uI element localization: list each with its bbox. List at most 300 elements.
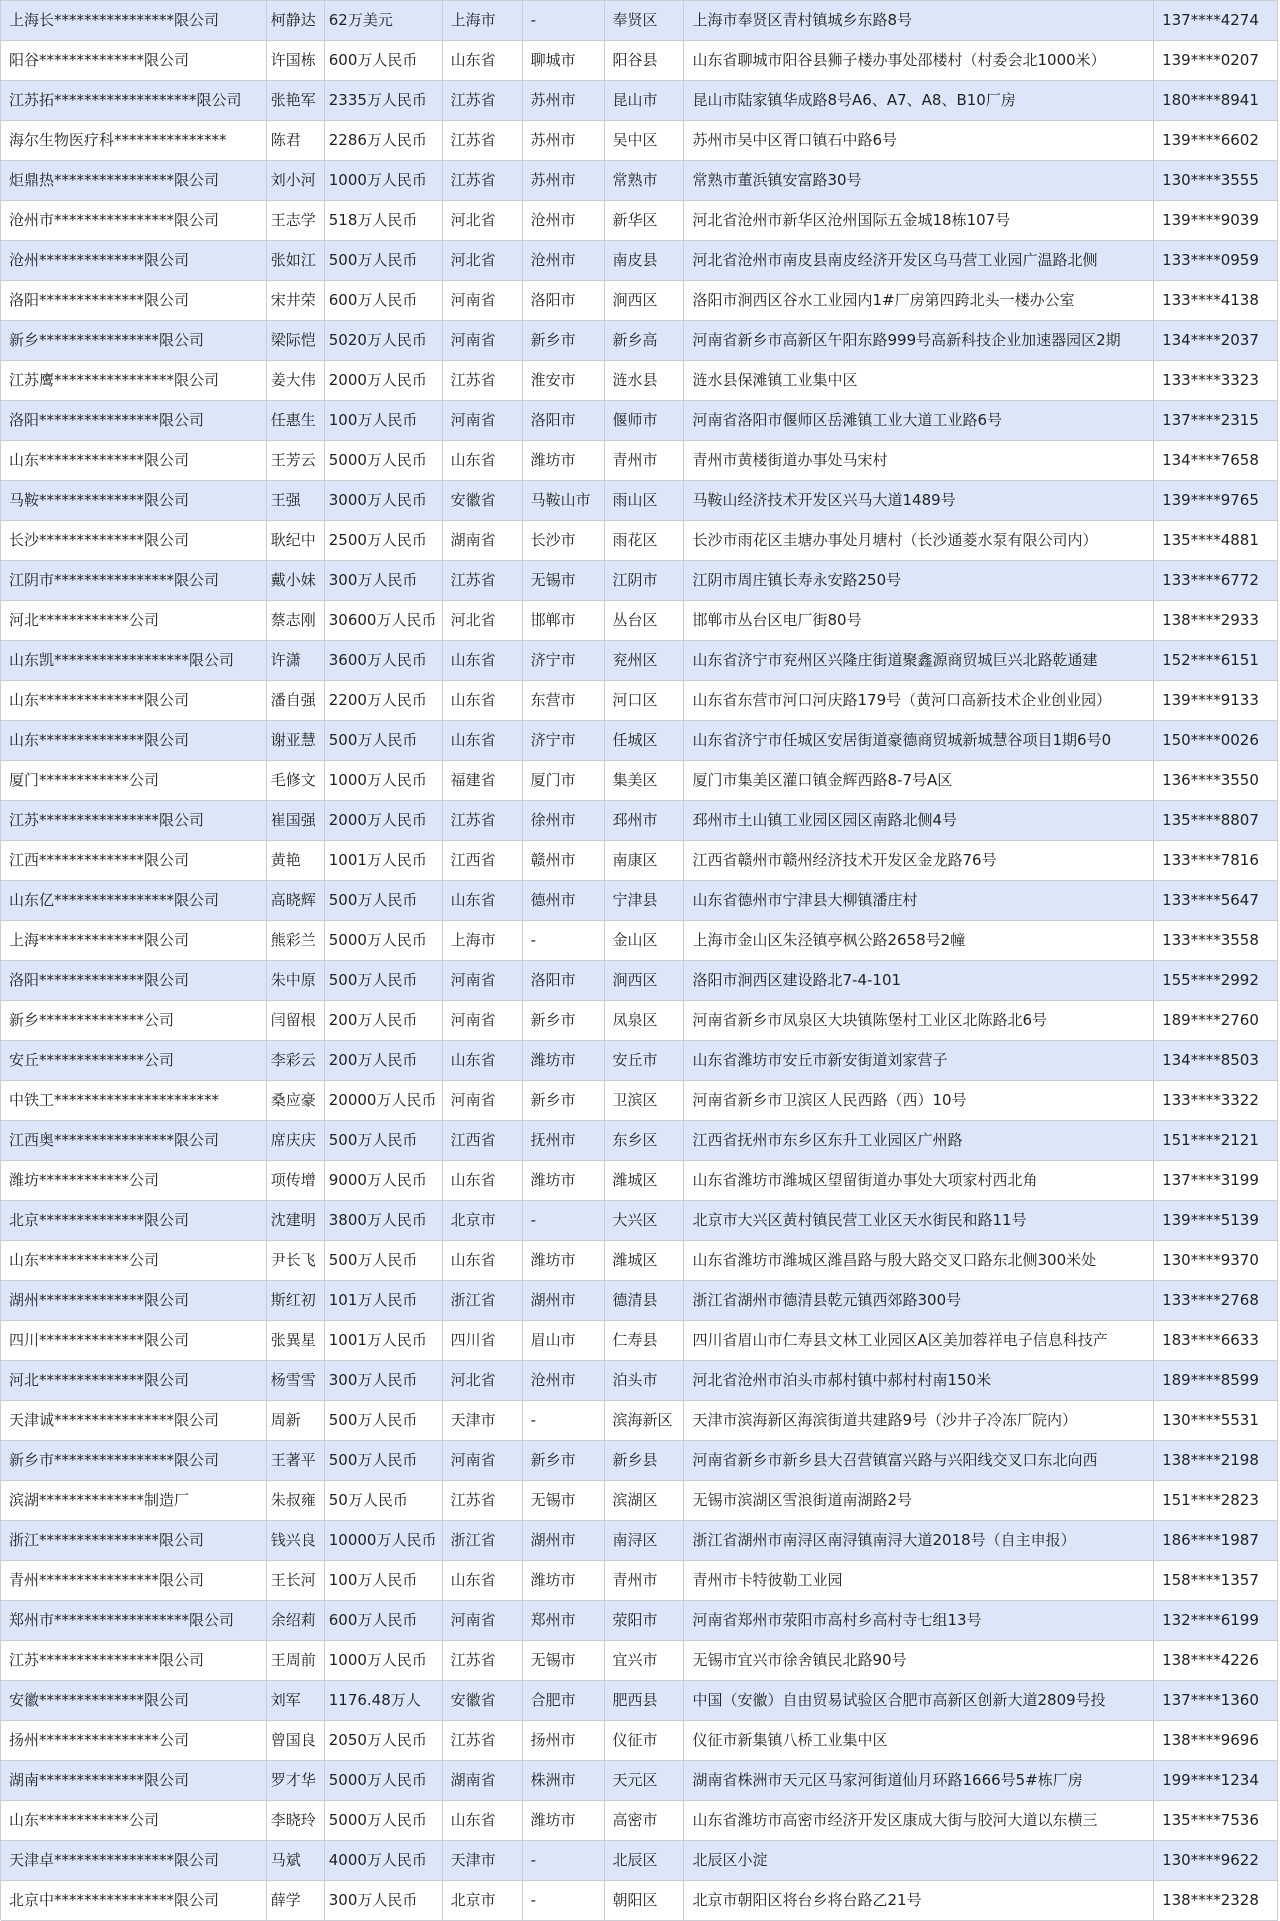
company-name-cell: 北京中****************限公司 (1, 1881, 267, 1920)
table-row (1, 521, 1278, 561)
registered-capital-cell: 62万美元 (325, 1, 443, 40)
registered-capital-cell: 500万人民币 (325, 241, 443, 280)
address-cell: 马鞍山经济技术开发区兴马大道1489号 (684, 481, 1154, 520)
district-cell: 南皮县 (605, 241, 685, 280)
table-row (1, 201, 1278, 241)
phone-cell: 133****3558 (1154, 921, 1278, 960)
city-cell: 苏州市 (523, 161, 605, 200)
city-cell: 淮安市 (523, 361, 605, 400)
registered-capital-cell: 100万人民币 (325, 1561, 443, 1600)
province-cell: 江苏省 (443, 1721, 523, 1760)
registered-capital-cell: 50万人民币 (325, 1481, 443, 1520)
company-name-cell: 江西奥****************限公司 (1, 1121, 267, 1160)
company-name-cell: 山东**************限公司 (1, 721, 267, 760)
registered-capital-cell: 5000万人民币 (325, 441, 443, 480)
province-cell: 河南省 (443, 1601, 523, 1640)
address-cell: 山东省德州市宁津县大柳镇潘庄村 (684, 881, 1154, 920)
province-cell: 河南省 (443, 961, 523, 1000)
address-cell: 山东省潍坊市安丘市新安街道刘家营子 (684, 1041, 1154, 1080)
district-cell: 任城区 (605, 721, 685, 760)
phone-cell: 132****6199 (1154, 1601, 1278, 1640)
legal-rep-cell: 柯静达 (267, 1, 325, 40)
address-cell: 河南省新乡市高新区午阳东路999号高新科技企业加速器园区2期 (684, 321, 1154, 360)
address-cell: 河南省郑州市荥阳市高村乡高村寺七组13号 (684, 1601, 1154, 1640)
registered-capital-cell: 200万人民币 (325, 1001, 443, 1040)
address-cell: 青州市黄楼街道办事处马宋村 (684, 441, 1154, 480)
phone-cell: 138****2198 (1154, 1441, 1278, 1480)
legal-rep-cell: 朱中原 (267, 961, 325, 1000)
phone-cell: 150****0026 (1154, 721, 1278, 760)
phone-cell: 133****7816 (1154, 841, 1278, 880)
city-cell: 长沙市 (523, 521, 605, 560)
province-cell: 浙江省 (443, 1281, 523, 1320)
phone-cell: 151****2121 (1154, 1121, 1278, 1160)
company-name-cell: 江苏拓*******************限公司 (1, 81, 267, 120)
district-cell: 邳州市 (605, 801, 685, 840)
province-cell: 河北省 (443, 601, 523, 640)
address-cell: 河北省沧州市南皮县南皮经济开发区乌马营工业园广温路北侧 (684, 241, 1154, 280)
city-cell: 新乡市 (523, 1441, 605, 1480)
registered-capital-cell: 1001万人民币 (325, 841, 443, 880)
company-name-cell: 天津卓****************限公司 (1, 1841, 267, 1880)
registered-capital-cell: 4000万人民币 (325, 1841, 443, 1880)
address-cell: 中国（安徽）自由贸易试验区合肥市高新区创新大道2809号投 (684, 1681, 1154, 1720)
table-row (1, 401, 1278, 441)
table-row (1, 1201, 1278, 1241)
province-cell: 北京市 (443, 1881, 523, 1920)
city-cell: - (523, 1881, 605, 1920)
table-row (1, 881, 1278, 921)
registered-capital-cell: 600万人民币 (325, 41, 443, 80)
table-row (1, 641, 1278, 681)
phone-cell: 133****3322 (1154, 1081, 1278, 1120)
table-row (1, 841, 1278, 881)
city-cell: 潍坊市 (523, 1161, 605, 1200)
phone-cell: 133****2768 (1154, 1281, 1278, 1320)
address-cell: 湖南省株洲市天元区马家河街道仙月环路1666号5#栋厂房 (684, 1761, 1154, 1800)
phone-cell: 138****2933 (1154, 601, 1278, 640)
registered-capital-cell: 20000万人民币 (325, 1081, 443, 1120)
table-row (1, 761, 1278, 801)
company-name-cell: 厦门************公司 (1, 761, 267, 800)
legal-rep-cell: 钱兴良 (267, 1521, 325, 1560)
company-name-cell: 北京**************限公司 (1, 1201, 267, 1240)
legal-rep-cell: 薛学 (267, 1881, 325, 1920)
registered-capital-cell: 500万人民币 (325, 1121, 443, 1160)
address-cell: 无锡市宜兴市徐舍镇民北路90号 (684, 1641, 1154, 1680)
registered-capital-cell: 5000万人民币 (325, 1761, 443, 1800)
phone-cell: 135****7536 (1154, 1801, 1278, 1840)
registered-capital-cell: 1000万人民币 (325, 1641, 443, 1680)
table-row (1, 1561, 1278, 1601)
company-name-cell: 江苏鹰****************限公司 (1, 361, 267, 400)
registered-capital-cell: 518万人民币 (325, 201, 443, 240)
registered-capital-cell: 101万人民币 (325, 1281, 443, 1320)
phone-cell: 133****5647 (1154, 881, 1278, 920)
phone-cell: 134****8503 (1154, 1041, 1278, 1080)
legal-rep-cell: 李晓玲 (267, 1801, 325, 1840)
legal-rep-cell: 尹长飞 (267, 1241, 325, 1280)
city-cell: 无锡市 (523, 561, 605, 600)
registered-capital-cell: 1000万人民币 (325, 161, 443, 200)
phone-cell: 138****4226 (1154, 1641, 1278, 1680)
table-row (1, 1321, 1278, 1361)
company-name-cell: 山东凯******************限公司 (1, 641, 267, 680)
phone-cell: 130****9622 (1154, 1841, 1278, 1880)
registered-capital-cell: 5000万人民币 (325, 1801, 443, 1840)
province-cell: 江西省 (443, 841, 523, 880)
company-name-cell: 新乡市****************限公司 (1, 1441, 267, 1480)
province-cell: 湖南省 (443, 1761, 523, 1800)
city-cell: 济宁市 (523, 721, 605, 760)
address-cell: 上海市金山区朱泾镇亭枫公路2658号2幢 (684, 921, 1154, 960)
address-cell: 山东省潍坊市潍城区潍昌路与殷大路交叉口路东北侧300米处 (684, 1241, 1154, 1280)
province-cell: 上海市 (443, 1, 523, 40)
city-cell: 苏州市 (523, 121, 605, 160)
registered-capital-cell: 300万人民币 (325, 1361, 443, 1400)
city-cell: 潍坊市 (523, 1561, 605, 1600)
legal-rep-cell: 黄艳 (267, 841, 325, 880)
province-cell: 上海市 (443, 921, 523, 960)
registered-capital-cell: 1000万人民币 (325, 761, 443, 800)
registered-capital-cell: 3800万人民币 (325, 1201, 443, 1240)
company-name-cell: 炬鼎热****************限公司 (1, 161, 267, 200)
address-cell: 常熟市董浜镇安富路30号 (684, 161, 1154, 200)
phone-cell: 189****8599 (1154, 1361, 1278, 1400)
legal-rep-cell: 熊彩兰 (267, 921, 325, 960)
district-cell: 南浔区 (605, 1521, 685, 1560)
legal-rep-cell: 朱叔雍 (267, 1481, 325, 1520)
phone-cell: 183****6633 (1154, 1321, 1278, 1360)
company-name-cell: 长沙**************限公司 (1, 521, 267, 560)
address-cell: 涟水县保滩镇工业集中区 (684, 361, 1154, 400)
phone-cell: 130****9370 (1154, 1241, 1278, 1280)
city-cell: 济宁市 (523, 641, 605, 680)
phone-cell: 130****3555 (1154, 161, 1278, 200)
district-cell: 涧西区 (605, 281, 685, 320)
table-row (1, 1001, 1278, 1041)
province-cell: 江苏省 (443, 81, 523, 120)
address-cell: 北京市朝阳区将台乡将台路乙21号 (684, 1881, 1154, 1920)
company-name-cell: 洛阳**************限公司 (1, 961, 267, 1000)
address-cell: 北京市大兴区黄村镇民营工业区天水街民和路11号 (684, 1201, 1154, 1240)
registered-capital-cell: 500万人民币 (325, 1401, 443, 1440)
phone-cell: 139****6602 (1154, 121, 1278, 160)
legal-rep-cell: 桑应豪 (267, 1081, 325, 1120)
city-cell: 苏州市 (523, 81, 605, 120)
province-cell: 河北省 (443, 1361, 523, 1400)
registered-capital-cell: 2000万人民币 (325, 361, 443, 400)
district-cell: 大兴区 (605, 1201, 685, 1240)
district-cell: 偃师市 (605, 401, 685, 440)
district-cell: 奉贤区 (605, 1, 685, 40)
province-cell: 山东省 (443, 881, 523, 920)
province-cell: 北京市 (443, 1201, 523, 1240)
province-cell: 福建省 (443, 761, 523, 800)
city-cell: 合肥市 (523, 1681, 605, 1720)
phone-cell: 135****4881 (1154, 521, 1278, 560)
company-name-cell: 上海**************限公司 (1, 921, 267, 960)
registered-capital-cell: 5020万人民币 (325, 321, 443, 360)
address-cell: 长沙市雨花区圭塘办事处月塘村（长沙通菱水泵有限公司内） (684, 521, 1154, 560)
district-cell: 新乡县 (605, 1441, 685, 1480)
city-cell: 沧州市 (523, 241, 605, 280)
table-row (1, 961, 1278, 1001)
address-cell: 苏州市吴中区胥口镇石中路6号 (684, 121, 1154, 160)
province-cell: 山东省 (443, 641, 523, 680)
district-cell: 常熟市 (605, 161, 685, 200)
address-cell: 河南省新乡市卫滨区人民西路（西）10号 (684, 1081, 1154, 1120)
company-name-cell: 安徽**************限公司 (1, 1681, 267, 1720)
company-name-cell: 新乡****************限公司 (1, 321, 267, 360)
province-cell: 河南省 (443, 281, 523, 320)
address-cell: 浙江省湖州市南浔区南浔镇南浔大道2018号（自主申报） (684, 1521, 1154, 1560)
legal-rep-cell: 刘军 (267, 1681, 325, 1720)
phone-cell: 133****0959 (1154, 241, 1278, 280)
legal-rep-cell: 任惠生 (267, 401, 325, 440)
legal-rep-cell: 毛修文 (267, 761, 325, 800)
province-cell: 河北省 (443, 241, 523, 280)
district-cell: 仁寿县 (605, 1321, 685, 1360)
city-cell: 眉山市 (523, 1321, 605, 1360)
legal-rep-cell: 周新 (267, 1401, 325, 1440)
address-cell: 山东省聊城市阳谷县狮子楼办事处邵楼村（村委会北1000米） (684, 41, 1154, 80)
legal-rep-cell: 马斌 (267, 1841, 325, 1880)
phone-cell: 139****0207 (1154, 41, 1278, 80)
legal-rep-cell: 斯红初 (267, 1281, 325, 1320)
city-cell: 新乡市 (523, 1081, 605, 1120)
legal-rep-cell: 余绍莉 (267, 1601, 325, 1640)
table-row (1, 681, 1278, 721)
legal-rep-cell: 耿纪中 (267, 521, 325, 560)
address-cell: 天津市滨海新区海滨街道共建路9号（沙井子冷冻厂院内） (684, 1401, 1154, 1440)
phone-cell: 133****3323 (1154, 361, 1278, 400)
city-cell: 徐州市 (523, 801, 605, 840)
table-row (1, 281, 1278, 321)
legal-rep-cell: 张艳军 (267, 81, 325, 120)
address-cell: 浙江省湖州市德清县乾元镇西郊路300号 (684, 1281, 1154, 1320)
city-cell: - (523, 921, 605, 960)
phone-cell: 152****6151 (1154, 641, 1278, 680)
address-cell: 河南省新乡市凤泉区大块镇陈堡村工业区北陈路北6号 (684, 1001, 1154, 1040)
district-cell: 东乡区 (605, 1121, 685, 1160)
city-cell: 赣州市 (523, 841, 605, 880)
address-cell: 山东省潍坊市高密市经济开发区康成大街与胶河大道以东横三 (684, 1801, 1154, 1840)
legal-rep-cell: 崔国强 (267, 801, 325, 840)
registered-capital-cell: 1176.48万人 (325, 1681, 443, 1720)
district-cell: 肥西县 (605, 1681, 685, 1720)
province-cell: 江苏省 (443, 161, 523, 200)
phone-cell: 137****1360 (1154, 1681, 1278, 1720)
phone-cell: 189****2760 (1154, 1001, 1278, 1040)
district-cell: 宜兴市 (605, 1641, 685, 1680)
phone-cell: 139****9133 (1154, 681, 1278, 720)
province-cell: 河北省 (443, 201, 523, 240)
province-cell: 山东省 (443, 41, 523, 80)
province-cell: 江西省 (443, 1121, 523, 1160)
phone-cell: 137****4274 (1154, 1, 1278, 40)
district-cell: 泊头市 (605, 1361, 685, 1400)
district-cell: 集美区 (605, 761, 685, 800)
province-cell: 江苏省 (443, 1641, 523, 1680)
company-name-cell: 四川**************限公司 (1, 1321, 267, 1360)
phone-cell: 151****2823 (1154, 1481, 1278, 1520)
province-cell: 江苏省 (443, 121, 523, 160)
legal-rep-cell: 王周前 (267, 1641, 325, 1680)
province-cell: 山东省 (443, 721, 523, 760)
address-cell: 青州市卡特彼勒工业园 (684, 1561, 1154, 1600)
company-name-cell: 湖南**************限公司 (1, 1761, 267, 1800)
registered-capital-cell: 500万人民币 (325, 1241, 443, 1280)
legal-rep-cell: 李彩云 (267, 1041, 325, 1080)
legal-rep-cell: 张異星 (267, 1321, 325, 1360)
legal-rep-cell: 姜大伟 (267, 361, 325, 400)
company-name-cell: 安丘**************公司 (1, 1041, 267, 1080)
table-row (1, 921, 1278, 961)
company-name-cell: 山东************公司 (1, 1241, 267, 1280)
province-cell: 安徽省 (443, 1681, 523, 1720)
company-name-cell: 上海长****************限公司 (1, 1, 267, 40)
company-name-cell: 山东亿****************限公司 (1, 881, 267, 920)
table-row (1, 1881, 1278, 1921)
phone-cell: 138****9696 (1154, 1721, 1278, 1760)
phone-cell: 180****8941 (1154, 81, 1278, 120)
province-cell: 山东省 (443, 1161, 523, 1200)
city-cell: 沧州市 (523, 201, 605, 240)
city-cell: 潍坊市 (523, 1801, 605, 1840)
city-cell: 潍坊市 (523, 1241, 605, 1280)
district-cell: 阳谷县 (605, 41, 685, 80)
registered-capital-cell: 600万人民币 (325, 281, 443, 320)
legal-rep-cell: 闫留根 (267, 1001, 325, 1040)
address-cell: 无锡市滨湖区雪浪街道南湖路2号 (684, 1481, 1154, 1520)
table-row (1, 321, 1278, 361)
district-cell: 金山区 (605, 921, 685, 960)
table-row (1, 1041, 1278, 1081)
province-cell: 江苏省 (443, 801, 523, 840)
registered-capital-cell: 2286万人民币 (325, 121, 443, 160)
address-cell: 江西省赣州市赣州经济技术开发区金龙路76号 (684, 841, 1154, 880)
table-row (1, 1, 1278, 41)
table-row (1, 1161, 1278, 1201)
legal-rep-cell: 蔡志刚 (267, 601, 325, 640)
registered-capital-cell: 3600万人民币 (325, 641, 443, 680)
city-cell: 无锡市 (523, 1641, 605, 1680)
company-name-cell: 中铁工********************** (1, 1081, 267, 1120)
province-cell: 天津市 (443, 1401, 523, 1440)
city-cell: 马鞍山市 (523, 481, 605, 520)
province-cell: 河南省 (443, 1081, 523, 1120)
address-cell: 洛阳市涧西区建设路北7-4-101 (684, 961, 1154, 1000)
company-name-cell: 河北************公司 (1, 601, 267, 640)
table-row (1, 481, 1278, 521)
district-cell: 滨海新区 (605, 1401, 685, 1440)
registered-capital-cell: 500万人民币 (325, 721, 443, 760)
registered-capital-cell: 300万人民币 (325, 561, 443, 600)
table-row (1, 161, 1278, 201)
company-name-cell: 滨湖**************制造厂 (1, 1481, 267, 1520)
registered-capital-cell: 10000万人民币 (325, 1521, 443, 1560)
table-row (1, 1481, 1278, 1521)
city-cell: 洛阳市 (523, 281, 605, 320)
legal-rep-cell: 张如江 (267, 241, 325, 280)
address-cell: 四川省眉山市仁寿县文林工业园区A区美加蓉祥电子信息科技产 (684, 1321, 1154, 1360)
registered-capital-cell: 9000万人民币 (325, 1161, 443, 1200)
company-name-cell: 江苏****************限公司 (1, 1641, 267, 1680)
city-cell: - (523, 1841, 605, 1880)
registered-capital-cell: 2050万人民币 (325, 1721, 443, 1760)
city-cell: 东营市 (523, 681, 605, 720)
province-cell: 河南省 (443, 1441, 523, 1480)
registered-capital-cell: 30600万人民币 (325, 601, 443, 640)
table-row (1, 1601, 1278, 1641)
registered-capital-cell: 3000万人民币 (325, 481, 443, 520)
phone-cell: 134****7658 (1154, 441, 1278, 480)
city-cell: - (523, 1, 605, 40)
legal-rep-cell: 戴小妹 (267, 561, 325, 600)
district-cell: 荥阳市 (605, 1601, 685, 1640)
company-name-cell: 青州****************限公司 (1, 1561, 267, 1600)
company-name-cell: 河北**************限公司 (1, 1361, 267, 1400)
city-cell: 洛阳市 (523, 961, 605, 1000)
legal-rep-cell: 梁际恺 (267, 321, 325, 360)
city-cell: 潍坊市 (523, 1041, 605, 1080)
district-cell: 宁津县 (605, 881, 685, 920)
district-cell: 卫滨区 (605, 1081, 685, 1120)
district-cell: 青州市 (605, 1561, 685, 1600)
city-cell: 聊城市 (523, 41, 605, 80)
legal-rep-cell: 曾国良 (267, 1721, 325, 1760)
legal-rep-cell: 许潇 (267, 641, 325, 680)
district-cell: 天元区 (605, 1761, 685, 1800)
city-cell: 沧州市 (523, 1361, 605, 1400)
legal-rep-cell: 王著平 (267, 1441, 325, 1480)
city-cell: 邯郸市 (523, 601, 605, 640)
company-name-cell: 江西**************限公司 (1, 841, 267, 880)
table-row (1, 1281, 1278, 1321)
phone-cell: 139****5139 (1154, 1201, 1278, 1240)
city-cell: 株洲市 (523, 1761, 605, 1800)
city-cell: 湖州市 (523, 1281, 605, 1320)
company-name-cell: 郑州市******************限公司 (1, 1601, 267, 1640)
city-cell: 无锡市 (523, 1481, 605, 1520)
legal-rep-cell: 刘小河 (267, 161, 325, 200)
registered-capital-cell: 500万人民币 (325, 1441, 443, 1480)
company-name-cell: 新乡**************公司 (1, 1001, 267, 1040)
province-cell: 山东省 (443, 1801, 523, 1840)
district-cell: 涟水县 (605, 361, 685, 400)
city-cell: 抚州市 (523, 1121, 605, 1160)
registered-capital-cell: 2500万人民币 (325, 521, 443, 560)
province-cell: 浙江省 (443, 1521, 523, 1560)
table-row (1, 721, 1278, 761)
company-name-cell: 阳谷**************限公司 (1, 41, 267, 80)
province-cell: 天津市 (443, 1841, 523, 1880)
table-row (1, 1401, 1278, 1441)
phone-cell: 133****6772 (1154, 561, 1278, 600)
phone-cell: 135****8807 (1154, 801, 1278, 840)
district-cell: 朝阳区 (605, 1881, 685, 1920)
district-cell: 凤泉区 (605, 1001, 685, 1040)
district-cell: 新乡高 (605, 321, 685, 360)
legal-rep-cell: 许国栋 (267, 41, 325, 80)
table-row (1, 1681, 1278, 1721)
address-cell: 上海市奉贤区青村镇城乡东路8号 (684, 1, 1154, 40)
company-name-cell: 洛阳**************限公司 (1, 281, 267, 320)
table-row (1, 1801, 1278, 1841)
address-cell: 邯郸市丛台区电厂街80号 (684, 601, 1154, 640)
company-name-cell: 潍坊************公司 (1, 1161, 267, 1200)
